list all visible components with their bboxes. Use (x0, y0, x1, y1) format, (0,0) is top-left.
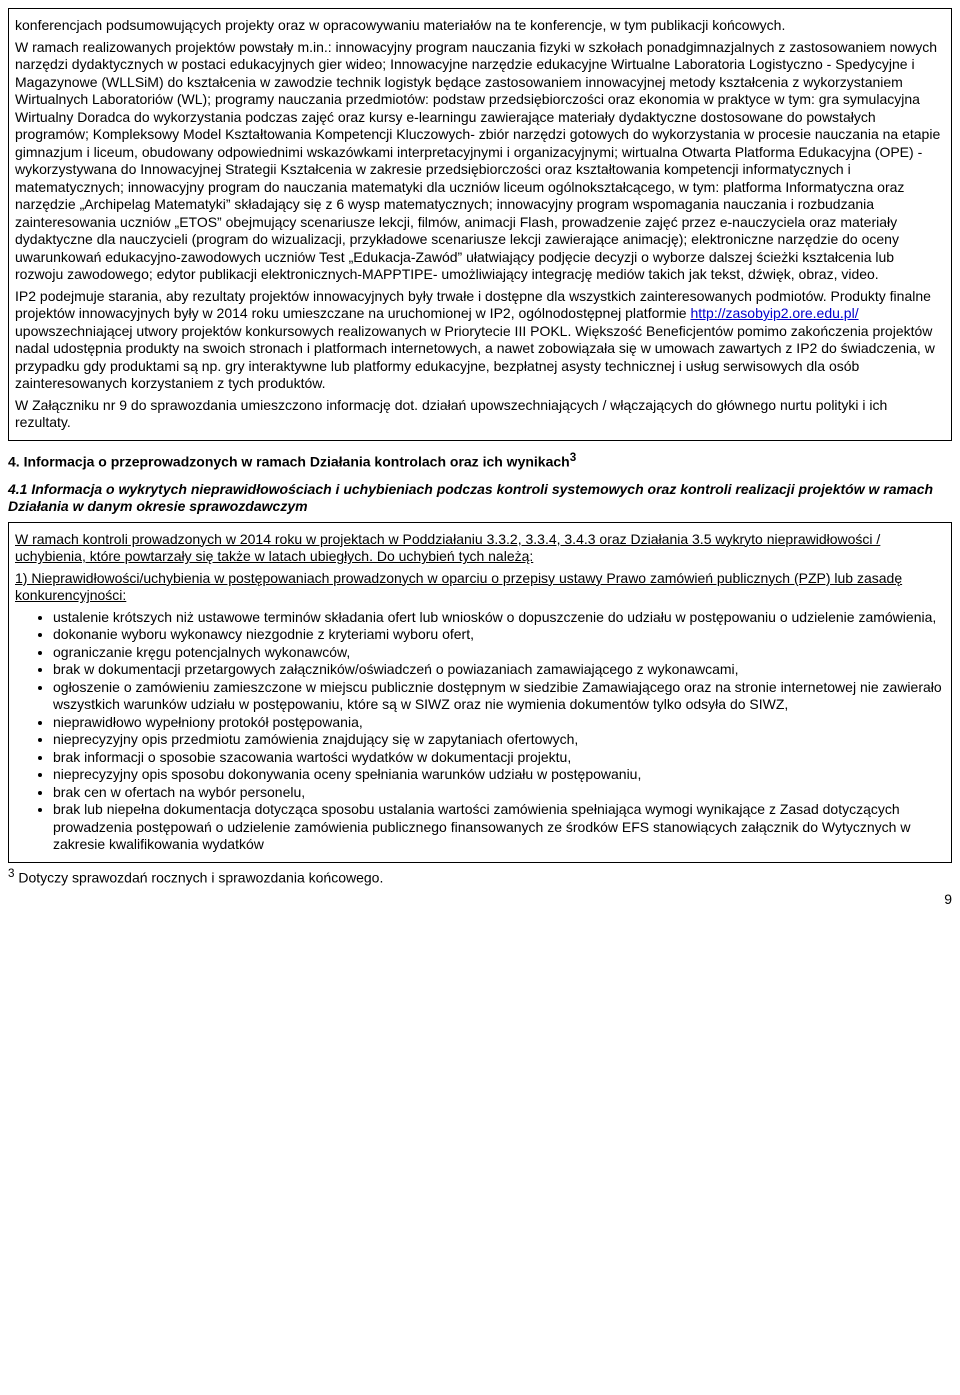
p0: konferencjach podsumowujących projekty oraz w opracowywaniu materiałów na te konferencje, w tym publikacji końcowych. (15, 17, 786, 33)
list-item: • ogłoszenie o zamówieniu zamieszczone w miejscu publicznie dostępnym w siedzibie Zamawiającego oraz na stronie internetowej nie zawierało wszystkich warunków udziału w postępowaniu, które są w SIWZ oraz nie wymienia dokumentów tylko odsyła do SIWZ, (53, 679, 945, 714)
section-4-heading: 4. Informacja o przeprowadzonych w ramach Działania kontrolach oraz ich wynikach$^3$ (8, 450, 577, 470)
list-item: • brak cen w ofertach na wybór personelu, (53, 784, 945, 802)
p2a: IP2 podejmuje starania, aby rezultaty projektów innowacyjnych były trwałe i dostępne dla wszystkich zainteresowanych podmiotów. Produkty finalne projektów innowacyjnych były w 2014 roku umieszczane na uruchomionej w IP2, ogólnodostępnej platformie (15, 287, 931, 321)
box-1 (8, 8, 952, 441)
list-item: • nieprecyzyjny opis przedmiotu zamówienia znajdujący się w zapytaniach ofertowych, (53, 731, 945, 749)
p1: W ramach realizowanych projektów powstały m.in.: innowacyjny program nauczania fizyki w szkołach ponadgimnazjalnych z zastosowaniem nowych narzędzi dydaktycznych w postaci edukacyjnych gier wideo; Innowacyjne narzędzie edukacyjne Wirtualne Laboratoria Logistyczno - Spedycyjne i Magazynowe (WLLSiM) do kształcenia w zawodzie technik logistyk będące zastosowaniem innowacyjnej metody kształcenia z wykorzystaniem Wirtualnych Laboratoriów (WL); programy nauczania przedmiotów: podstaw przedsiębiorczości oraz ekonomia w praktyce w tym: gra symulacyjna Wirtualny Doradca do wykorzystania podczas zajęć oraz kursy e-learningu zawierające materiały dydaktyczne dostosowane do powstałych programów; Kompleksowy Model Kształtowania Kompetencji Kluczowych- zbiór narzędzi gotowych do wykorzystania w procesie nauczania na etapie gimnazjum i liceum, obudowany odpowiednimi wskazówkami interpretacyjnymi i organizacyjnymi; wirtualna Otwarta Platforma Edukacyjna (OPE) - wykorzystywana do Innowacyjnej Strategii Kształcenia w zakresie przedsiębiorczości oraz kształtowania kompetencji informatycznych i matematycznych; innowacyjny program do nauczania matematyki dla uczniów liceum ogólnokształcącego, w tym: platforma Informatyczna oraz narzędzie „Archipelag Matematyki” składający się z 6 wysp matematycznych; innowacyjny program wspomagania nauczania i rozbudzania zainteresowania uczniów „ETOS” obejmujący scenariusze lekcji, filmów, animacji Flash, prowadzenie zajęć przez e-nauczyciela oraz materiały dydaktyczne dla nauczycieli (program do wizualizacji, przykładowe scenariusze lekcji zawierające animację); elektroniczne narzędzie do oceny uwarunkowań edukacyjno-zawodowych uczniów Test „Edukacja-Zawód” ułatwiający podjęcie decyzji o wyborze dalszej ścieżki kształcenia lub rozwoju zawodowego; edytor publikacji elektronicznych-MAPPTIPE- umożliwiający integrację mediów takich jak tekst, dźwięk, obraz, video. (15, 38, 941, 282)
b2p0: W ramach kontroli prowadzonych w 2014 roku w projektach w Poddziałaniu 3.3.2, 3.3.4, 3.4.3 oraz Działania 3.5 wykryto nieprawidłowości / uchybienia, które powtarzały się także w latach ubiegłych. Do uchybień tych należą: (15, 530, 881, 565)
list-item: • ograniczanie kręgu potencjalnych wykonawców, (53, 644, 945, 662)
section-41-heading: 4.1 Informacja o wykrytych nieprawidłowościach i uchybieniach podczas kontroli systemowych oraz kontroli realizacji projektów w ramach Działania w danym okresie sprawozdawczym (8, 480, 934, 515)
link[interactable]: http://zasobyip2.ore.edu.pl/ (690, 305, 859, 321)
p2b: upowszechniającej utwory projektów konkursowych realizowanych w Priorytecie III POKL. Większość Beneficjentów pomimo zakończenia projektów nadal udostępnia produkty na swoich stronach i platformach internetowych, a nawet zobowiązała się w umowach zawartych z IP2 do świadczenia, w przypadku gdy produktami są np. gry interaktywne lub platformy edukacyjne, bezpłatnej asysty technicznej i usług serwisowych dla osób zainteresowanych korzystaniem z tych produktów. (15, 322, 935, 391)
p3: W Załączniku nr 9 do sprawozdania umieszczono informację dot. działań upowszechniających / włączających do głównego nurtu polityki i ich rezultaty. (15, 396, 888, 430)
list (15, 609, 945, 854)
box-2 (8, 522, 952, 863)
page-number: 9 (944, 890, 952, 907)
list-item: • brak informacji o sposobie szacowania wartości wydatków w dokumentacji projektu, (53, 749, 945, 767)
list-item: • nieprecyzyjny opis sposobu dokonywania oceny spełniania warunków udziału w postępowaniu, (53, 766, 945, 784)
p2 (15, 288, 945, 393)
b2p1: 1) Nieprawidłowości/uchybienia w postępowaniach prowadzonych w oparciu o przepisy ustawy Prawo zamówień publicznych (PZP) lub zasadę konkurencyjności: (15, 569, 903, 604)
list-item: • ustalenie krótszych niż ustawowe terminów składania ofert lub wniosków o dopuszczenie do udziału w postępowaniu o udzielenie zamówienia, (53, 609, 945, 627)
list-item: • brak w dokumentacji przetargowych załączników/oświadczeń o powiazaniach zamawiającego z wykonawcami, (53, 661, 945, 679)
list-item: • nieprawidłowo wypełniony protokół postępowania, (53, 714, 945, 732)
footnote: $^3$ Dotyczy sprawozdań rocznych i sprawozdania końcowego. (8, 866, 384, 886)
list-item: • brak lub niepełna dokumentacja dotycząca sposobu ustalania wartości zamówienia spełniająca wymogi wynikające z Zasad dotyczących prowadzenia postępowań o udzielenie zamówienia publicznego finansowanych ze środków EFS stanowiących załącznik do Wytycznych w zakresie kwalifikowania wydatków (53, 801, 945, 854)
list-item: • dokonanie wyboru wykonawcy niezgodnie z kryteriami wyboru ofert, (53, 626, 945, 644)
